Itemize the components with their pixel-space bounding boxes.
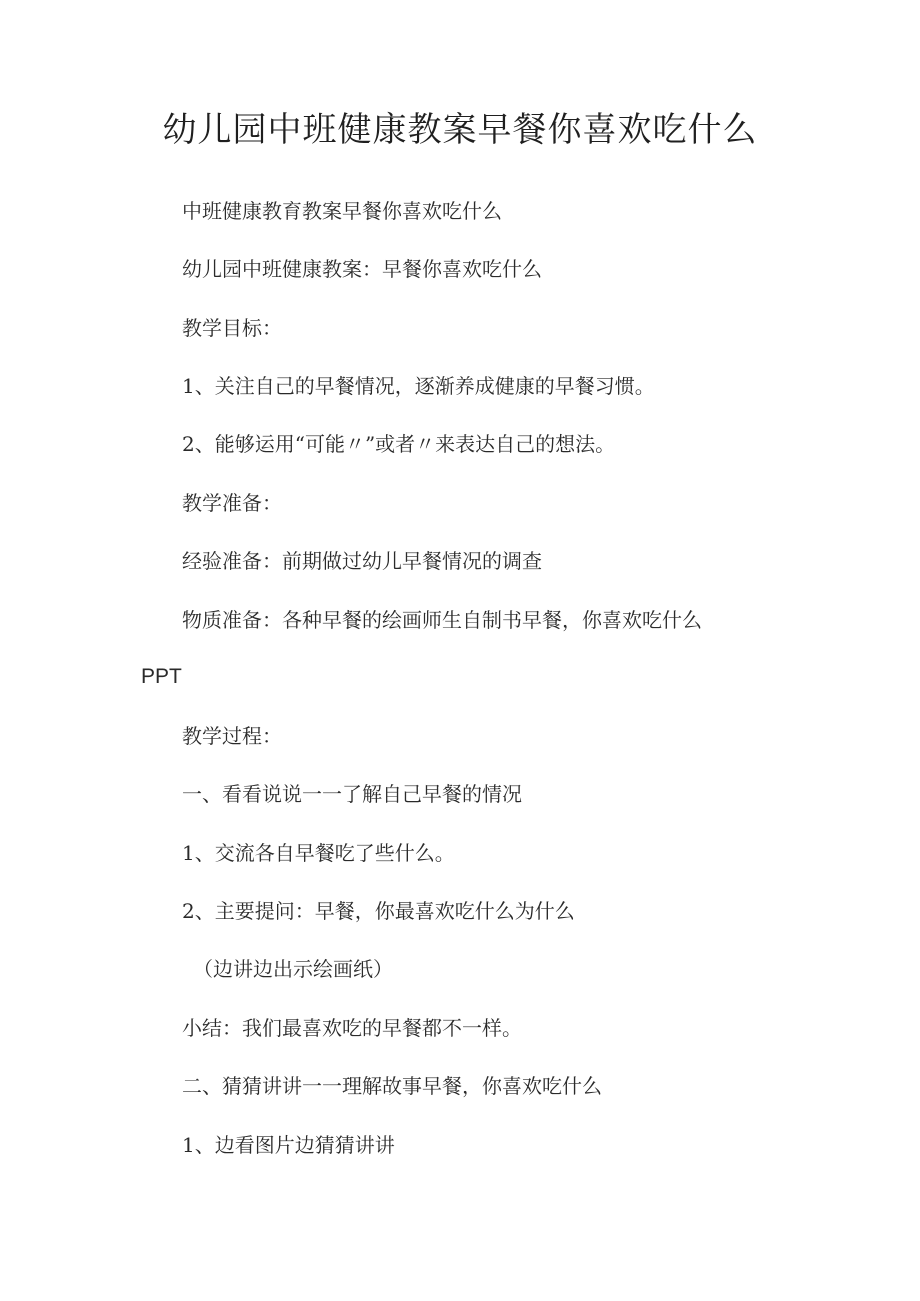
process-step-1: 一、看看说说一一了解自己早餐的情况 bbox=[182, 782, 522, 806]
preparation-material-continued: PPT bbox=[141, 665, 182, 688]
section-heading-process: 教学过程： bbox=[182, 724, 282, 748]
process-step-1-note: （边讲边出示绘画纸） bbox=[193, 957, 393, 981]
process-step-2-item-1: 1、边看图片边猜猜讲讲 bbox=[182, 1133, 395, 1157]
goal-item-1: 1、关注自己的早餐情况，逐渐养成健康的早餐习惯。 bbox=[182, 374, 655, 398]
summary-line: 小结：我们最喜欢吃的早餐都不一样。 bbox=[182, 1016, 522, 1040]
preparation-experience: 经验准备：前期做过幼儿早餐情况的调查 bbox=[182, 549, 542, 573]
section-heading-preparation: 教学准备： bbox=[182, 491, 282, 515]
subtitle-line: 中班健康教育教案早餐你喜欢吃什么 bbox=[182, 199, 502, 223]
goal-item-2: 2、能够运用“可能〃”或者〃来表达自己的想法。 bbox=[182, 432, 616, 456]
preparation-material: 物质准备：各种早餐的绘画师生自制书早餐，你喜欢吃什么 bbox=[182, 608, 702, 632]
process-step-1-item-2: 2、主要提问：早餐，你最喜欢吃什么为什么 bbox=[182, 899, 575, 923]
section-heading-goals: 教学目标： bbox=[182, 316, 282, 340]
document-title: 幼儿园中班健康教案早餐你喜欢吃什么 bbox=[162, 110, 758, 150]
process-step-1-item-1: 1、交流各自早餐吃了些什么。 bbox=[182, 841, 455, 865]
process-step-2: 二、猜猜讲讲一一理解故事早餐，你喜欢吃什么 bbox=[182, 1074, 602, 1098]
heading-line: 幼儿园中班健康教案：早餐你喜欢吃什么 bbox=[182, 257, 542, 281]
